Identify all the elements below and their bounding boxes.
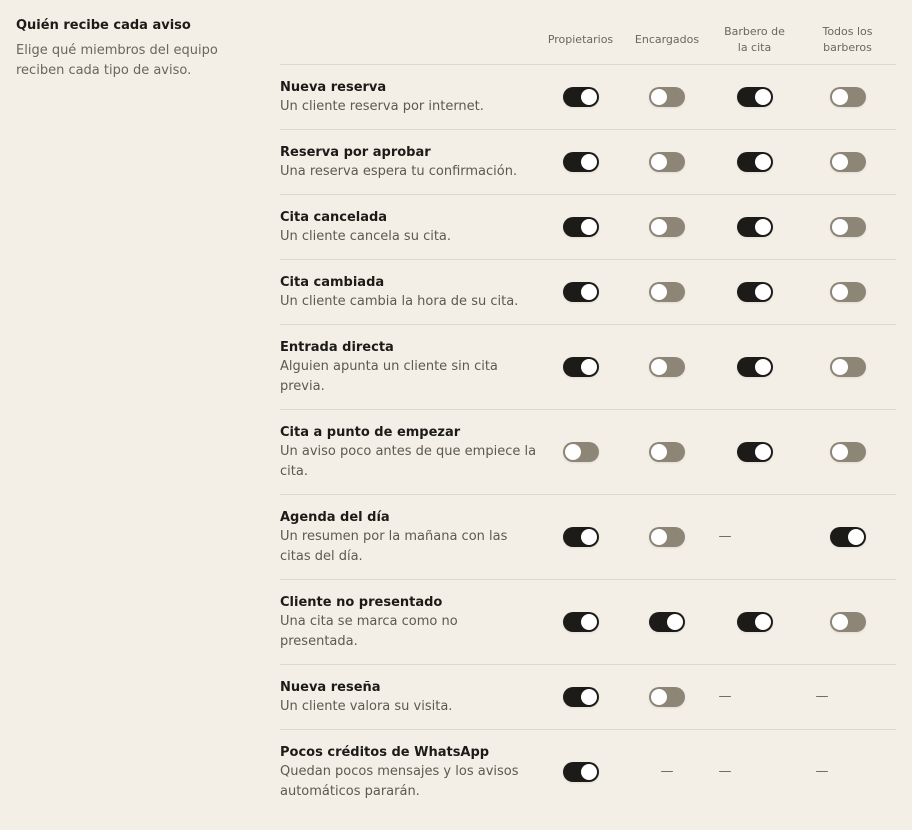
cell-barbero-de-la-cita	[710, 152, 799, 172]
column-header-propietarios: Propietarios	[547, 33, 614, 46]
row-description: Una cita se marca como no presentada.	[280, 614, 458, 649]
toggle-switch[interactable]	[649, 442, 685, 462]
toggle-knob	[581, 219, 597, 235]
cell-encargados	[624, 282, 710, 302]
toggle-switch[interactable]	[563, 527, 599, 547]
toggle-knob	[581, 154, 597, 170]
cell-encargados	[624, 442, 710, 462]
toggle-knob	[651, 89, 667, 105]
toggle-switch[interactable]	[737, 217, 773, 237]
toggle-switch[interactable]	[649, 687, 685, 707]
toggle-knob	[667, 614, 683, 630]
row-title: Reserva por aprobar	[280, 145, 431, 160]
toggle-switch[interactable]	[649, 527, 685, 547]
toggle-switch[interactable]	[737, 442, 773, 462]
row-title: Cita cancelada	[280, 210, 388, 225]
toggle-switch[interactable]	[649, 357, 685, 377]
cell-todos-los-barberos	[799, 442, 896, 462]
toggle-knob	[581, 89, 597, 105]
notification-row	[280, 195, 896, 260]
row-text	[280, 65, 537, 129]
cell-propietarios	[537, 442, 624, 462]
cell-propietarios	[537, 217, 624, 237]
toggle-switch[interactable]	[830, 217, 866, 237]
section-title: Quién recibe cada aviso	[16, 18, 191, 33]
matrix-header	[280, 20, 896, 65]
toggle-knob	[832, 284, 848, 300]
toggle-switch[interactable]	[563, 217, 599, 237]
cell-todos-los-barberos	[799, 527, 896, 547]
cell-encargados	[624, 612, 710, 632]
cell-todos-los-barberos	[799, 87, 896, 107]
notification-row	[280, 665, 896, 730]
cell-encargados	[624, 687, 710, 707]
row-text	[280, 260, 537, 324]
toggle-knob	[755, 444, 771, 460]
row-text	[280, 410, 537, 494]
toggle-knob	[832, 89, 848, 105]
row-description: Quedan pocos mensajes y los avisos automáticos pararán.	[280, 764, 519, 799]
cell-barbero-de-la-cita	[710, 527, 799, 547]
cell-encargados	[624, 357, 710, 377]
row-title: Nueva reserva	[280, 80, 387, 95]
toggle-knob	[651, 359, 667, 375]
cell-propietarios	[537, 152, 624, 172]
cell-barbero-de-la-cita	[710, 87, 799, 107]
toggle-knob	[832, 154, 848, 170]
cell-propietarios	[537, 527, 624, 547]
toggle-switch[interactable]	[563, 282, 599, 302]
cell-propietarios	[537, 357, 624, 377]
toggle-switch[interactable]	[830, 357, 866, 377]
toggle-knob	[755, 284, 771, 300]
cell-barbero-de-la-cita	[710, 442, 799, 462]
toggle-knob	[651, 284, 667, 300]
cell-encargados	[624, 217, 710, 237]
toggle-switch[interactable]	[649, 217, 685, 237]
row-description: Un cliente valora su visita.	[280, 699, 453, 714]
toggle-knob	[651, 689, 667, 705]
row-description: Un cliente cambia la hora de su cita.	[280, 294, 519, 309]
toggle-knob	[565, 444, 581, 460]
toggle-switch[interactable]	[830, 87, 866, 107]
row-text	[280, 580, 537, 664]
not-applicable-dash: —	[660, 764, 674, 779]
cell-todos-los-barberos	[799, 762, 896, 782]
notification-row	[280, 495, 896, 580]
notification-row	[280, 65, 896, 130]
toggle-switch[interactable]	[737, 357, 773, 377]
row-description: Una reserva espera tu confirmación.	[280, 164, 518, 179]
toggle-switch[interactable]	[737, 152, 773, 172]
row-text	[280, 130, 537, 194]
toggle-knob	[832, 614, 848, 630]
section-description: Elige qué miembros del equipo reciben cada tipo de aviso.	[16, 43, 218, 78]
toggle-switch[interactable]	[830, 152, 866, 172]
section-intro	[16, 17, 236, 81]
toggle-knob	[651, 529, 667, 545]
not-applicable-dash: —	[718, 529, 732, 544]
cell-encargados	[624, 527, 710, 547]
cell-encargados	[624, 762, 710, 782]
notification-row	[280, 130, 896, 195]
cell-propietarios	[537, 762, 624, 782]
row-title: Cita a punto de empezar	[280, 425, 461, 440]
cell-barbero-de-la-cita	[710, 762, 799, 782]
toggle-knob	[581, 614, 597, 630]
toggle-switch[interactable]	[737, 612, 773, 632]
row-text	[280, 495, 537, 579]
matrix-rows	[280, 65, 896, 814]
cell-propietarios	[537, 282, 624, 302]
notification-row	[280, 580, 896, 665]
not-applicable-dash: —	[815, 689, 829, 704]
toggle-knob	[651, 154, 667, 170]
cell-todos-los-barberos	[799, 357, 896, 377]
toggle-knob	[848, 529, 864, 545]
toggle-switch[interactable]	[563, 612, 599, 632]
row-description: Un aviso poco antes de que empiece la cita.	[280, 444, 537, 479]
toggle-switch[interactable]	[649, 87, 685, 107]
cell-barbero-de-la-cita	[710, 687, 799, 707]
cell-encargados	[624, 87, 710, 107]
row-title: Cita cambiada	[280, 275, 385, 290]
toggle-switch[interactable]	[563, 687, 599, 707]
row-title: Nueva reseña	[280, 680, 381, 695]
not-applicable-dash: —	[718, 689, 732, 704]
toggle-knob	[581, 529, 597, 545]
toggle-knob	[755, 154, 771, 170]
toggle-knob	[755, 219, 771, 235]
toggle-switch[interactable]	[563, 442, 599, 462]
toggle-switch[interactable]	[563, 357, 599, 377]
toggle-switch[interactable]	[737, 282, 773, 302]
toggle-knob	[832, 359, 848, 375]
not-applicable-dash: —	[718, 764, 732, 779]
toggle-switch[interactable]	[830, 282, 866, 302]
cell-todos-los-barberos	[799, 217, 896, 237]
toggle-knob	[832, 444, 848, 460]
toggle-knob	[581, 284, 597, 300]
toggle-knob	[651, 444, 667, 460]
cell-encargados	[624, 152, 710, 172]
cell-propietarios	[537, 687, 624, 707]
toggle-switch[interactable]	[830, 612, 866, 632]
cell-todos-los-barberos	[799, 612, 896, 632]
row-description: Un cliente cancela su cita.	[280, 229, 452, 244]
cell-barbero-de-la-cita	[710, 217, 799, 237]
toggle-switch[interactable]	[649, 612, 685, 632]
cell-todos-los-barberos	[799, 687, 896, 707]
cell-propietarios	[537, 87, 624, 107]
notification-row	[280, 410, 896, 495]
recipients-matrix	[280, 20, 896, 814]
cell-todos-los-barberos	[799, 152, 896, 172]
toggle-switch[interactable]	[563, 87, 599, 107]
row-title: Cliente no presentado	[280, 595, 443, 610]
row-description: Alguien apunta un cliente sin cita previa.	[280, 359, 498, 394]
column-header-barbero-de-la-cita: Barbero de la cita	[724, 25, 785, 54]
row-title: Agenda del día	[280, 510, 390, 525]
not-applicable-dash: —	[815, 764, 829, 779]
column-header-todos-los-barberos: Todos los barberos	[822, 25, 873, 54]
toggle-switch[interactable]	[737, 87, 773, 107]
toggle-switch[interactable]	[649, 282, 685, 302]
toggle-knob	[755, 89, 771, 105]
toggle-switch[interactable]	[830, 442, 866, 462]
cell-barbero-de-la-cita	[710, 612, 799, 632]
header-spacer	[280, 20, 537, 64]
row-text	[280, 325, 537, 409]
toggle-knob	[581, 359, 597, 375]
row-text	[280, 195, 537, 259]
toggle-knob	[581, 689, 597, 705]
cell-todos-los-barberos	[799, 282, 896, 302]
row-title: Pocos créditos de WhatsApp	[280, 745, 490, 760]
toggle-knob	[581, 764, 597, 780]
cell-propietarios	[537, 612, 624, 632]
toggle-knob	[651, 219, 667, 235]
row-text	[280, 665, 537, 729]
notification-row	[280, 325, 896, 410]
row-title: Entrada directa	[280, 340, 394, 355]
column-header-encargados: Encargados	[634, 33, 700, 46]
toggle-switch[interactable]	[563, 152, 599, 172]
cell-barbero-de-la-cita	[710, 357, 799, 377]
row-description: Un cliente reserva por internet.	[280, 99, 484, 114]
notification-row	[280, 730, 896, 814]
toggle-knob	[755, 614, 771, 630]
notification-row	[280, 260, 896, 325]
cell-barbero-de-la-cita	[710, 282, 799, 302]
toggle-switch[interactable]	[563, 762, 599, 782]
toggle-knob	[755, 359, 771, 375]
toggle-switch[interactable]	[649, 152, 685, 172]
row-description: Un resumen por la mañana con las citas del día.	[280, 529, 508, 564]
toggle-knob	[832, 219, 848, 235]
toggle-switch[interactable]	[830, 527, 866, 547]
row-text	[280, 730, 537, 814]
